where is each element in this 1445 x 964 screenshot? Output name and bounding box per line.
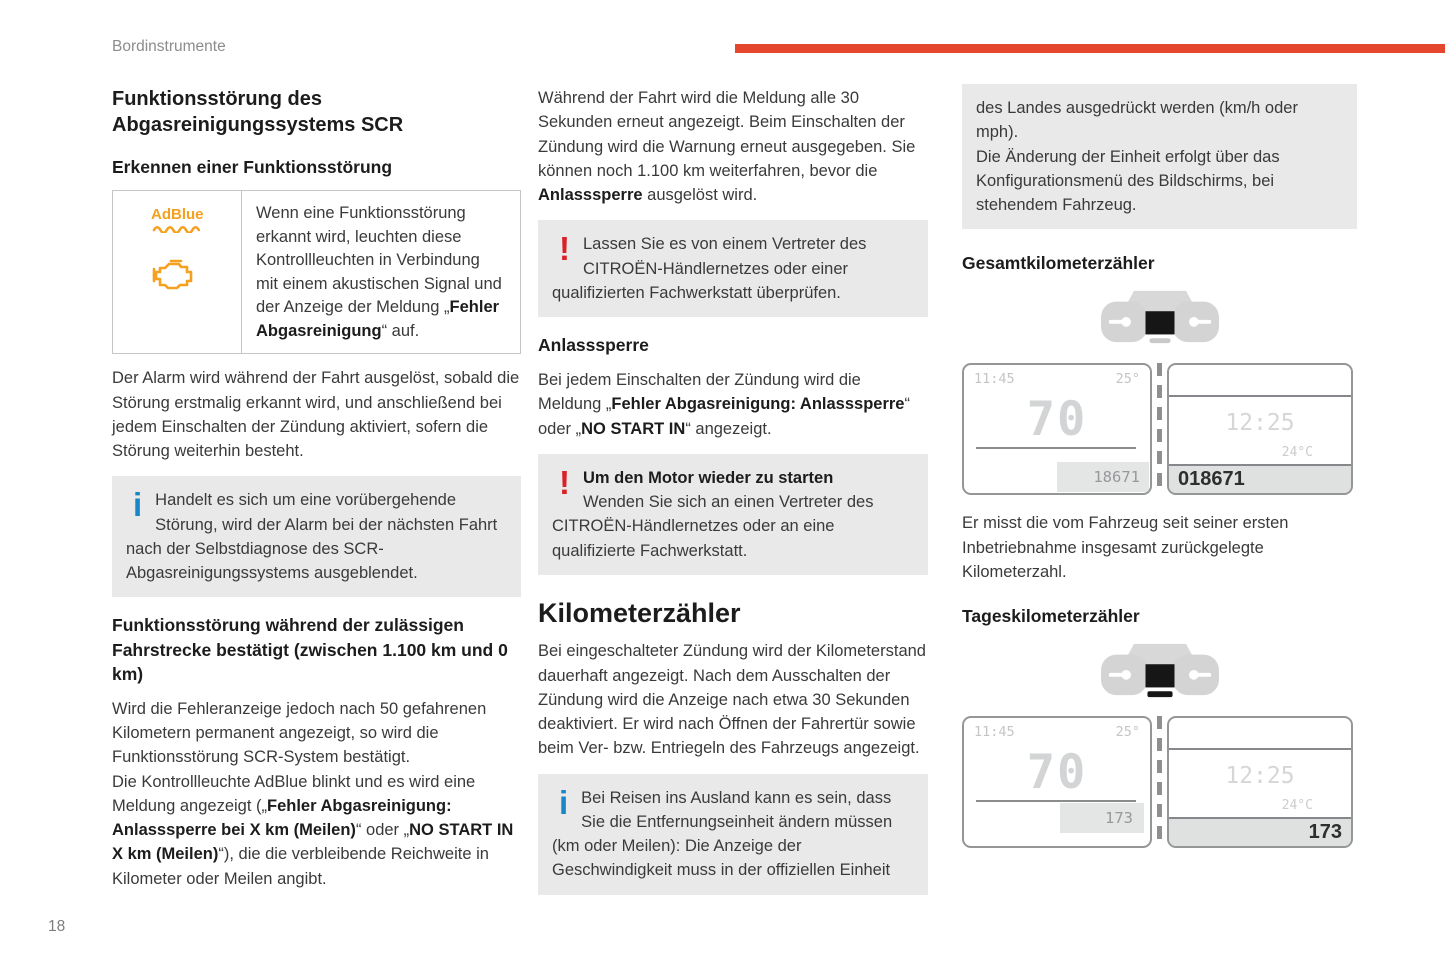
section-accent-bar: [735, 44, 1445, 53]
confirmed-text-bold-2: NO START IN X km (Meilen): [112, 821, 514, 864]
info-box-units: [538, 774, 928, 895]
info-units-cont-2: Die Änderung der Einheit erfolgt über das Konfigurationsmenü des Bildschirms, bei stehendem Fahrzeug.: [976, 147, 1280, 214]
subsection-starter-lock: Anlasssperre: [538, 335, 649, 355]
cluster-screen-left: [962, 363, 1152, 495]
subsection-trip-odometer: Tageskilometerzähler: [962, 606, 1140, 627]
paragraph-alarm: Der Alarm wird während der Fahrt ausgelöst, sobald die Störung erstmalig erkannt wird, und anschließend bei jedem Einschalten der Zündung aktiviert, sofern die Störung weiterhin besteht.: [112, 369, 520, 461]
telltale-callout-text: [242, 191, 520, 354]
section-title-scr: Funktionsstörung des Abgasreinigungssystems SCR: [112, 88, 404, 137]
caution-restart-title: Um den Motor wieder zu starten: [583, 468, 834, 487]
section-title-odometer: Kilometerzähler: [538, 597, 741, 628]
lock-text-e: “ angezeigt.: [685, 419, 772, 438]
screen-top-section: [1169, 718, 1351, 750]
telltale-icons: [113, 191, 242, 354]
paragraph-total-odometer: Er misst die vom Fahrzeug seit seiner ersten Inbetriebnahme insgesamt zurückgelegte Kilometerzahl.: [962, 514, 1289, 581]
warning-text-c: ausgelöst wird.: [642, 186, 758, 204]
lock-text-a: Bei jedem Einschalten der Zündung wird die Meldung „: [538, 371, 861, 414]
screen-time: 11:45: [974, 371, 1015, 388]
lock-text-bold-1: Fehler Abgasreinigung: Anlasssperre: [611, 395, 905, 414]
cluster-screen-right: [1167, 363, 1353, 495]
confirmed-text-bold-1: Fehler Abgasreinigung: Anlasssperre bei X km (Meilen): [112, 796, 452, 840]
screen-cabin-temp: 24°C: [1281, 798, 1313, 814]
confirmed-text-1: Wird die Fehleranzeige jedoch nach 50 gefahrenen Kilometern permanent angezeigt, so wird die Funktionsstörung SCR-System bestätigt.: [112, 699, 487, 767]
caution-box-check-text: Lassen Sie es von einem Vertreter des CITROËN-Händlernetzes oder einer qualifizierten Fachwerkstatt überprüfen.: [552, 235, 867, 302]
callout-text-bold: Fehler Abgasreinigung: [256, 298, 500, 340]
screen-middle-section: [1169, 397, 1351, 464]
callout-text-post: “ auf.: [381, 321, 420, 340]
lock-text-bold-2: NO START IN: [581, 419, 686, 438]
screen-outside-temp: 25°: [1115, 724, 1140, 741]
screen-clock: 12:25: [1225, 410, 1295, 437]
screen-speed: 70: [1026, 392, 1088, 448]
warning-text-a: Während der Fahrt wird die Meldung alle 30 Sekunden erneut angezeigt. Beim Einschalten der Zündung wird die Warnung erneut ausgegeben. Sie können noch 1.100 km weiterfahren, bevor die: [538, 89, 916, 180]
screen-status-row: [974, 723, 1140, 743]
screen-top-section: [1169, 365, 1351, 397]
info-units-cont-1: des Landes ausgedrückt werden (km/h oder mph).: [976, 99, 1298, 142]
screen-middle-section: [1169, 750, 1351, 817]
telltale-callout-box: [112, 190, 521, 355]
column-middle: [538, 86, 928, 908]
caution-box-check: [538, 220, 928, 317]
screen-odometer-band: 018671: [1169, 464, 1351, 493]
adblue-wave-icon: [151, 223, 207, 233]
screen-trip-band: 173: [1169, 817, 1351, 846]
display-panels-total: [962, 363, 1357, 495]
instrument-cluster-icon: [1097, 642, 1223, 700]
screen-outside-temp: 25°: [1115, 371, 1140, 388]
caution-restart-text: Wenden Sie sich an einen Vertreter des CITROËN-Händlernetzes oder an eine qualifizierte Fachwerkstatt.: [552, 493, 874, 560]
screen-clock: 12:25: [1225, 763, 1295, 790]
subsection-total-odometer: Gesamtkilometerzähler: [962, 253, 1155, 274]
warning-text-bold: Anlasssperre: [538, 186, 643, 204]
screen-speed: 70: [1026, 745, 1088, 801]
dashed-separator: [1157, 716, 1162, 848]
screen-cabin-temp: 24°C: [1281, 445, 1313, 461]
screen-time: 11:45: [974, 724, 1015, 741]
callout-text-pre: Wenn eine Funktionsstörung erkannt wird, leuchten diese Kontrollleuchten in Verbindung mit einem akustischen Signal und der Anzeige der Meldung „: [256, 203, 502, 317]
running-header: Bordinstrumente: [112, 38, 226, 55]
warning-icon: !: [559, 230, 570, 268]
info-icon: i: [559, 783, 569, 821]
paragraph-warning-repeat: [538, 86, 928, 207]
subsection-confirmed-malfunction: Funktionsstörung während der zulässigen Fahrstrecke bestätigt (zwischen 1.100 km und 0 km): [112, 615, 508, 684]
confirmed-text-2c: “ oder „: [355, 821, 410, 840]
check-engine-icon: [151, 257, 195, 293]
paragraph-confirmed: [112, 697, 521, 891]
info-box-units-text: Bei Reisen ins Ausland kann es sein, dass Sie die Entfernungseinheit ändern müssen (km oder Meilen): Die Anzeige der Geschwindigkeit muss in der offiziellen Einheit: [552, 788, 893, 880]
info-box-temporary: [112, 476, 521, 597]
subsection-detect-malfunction: Erkennen einer Funktionsstörung: [112, 156, 393, 177]
info-box-temporary-text: Handelt es sich um eine vorübergehende Störung, wird der Alarm bei der nächsten Fahrt nach der Selbstdiagnose des SCR-Abgasreinigungssystems ausgeblendet.: [126, 491, 498, 583]
instrument-cluster-icon: [1097, 289, 1223, 347]
paragraph-starter-lock: [538, 368, 928, 441]
adblue-warning-icon: AdBlue: [151, 205, 204, 223]
cluster-screen-left: [962, 716, 1152, 848]
screen-odometer-value: 18671: [1057, 462, 1149, 493]
info-box-units-continued: [962, 84, 1357, 229]
screen-trip-value: 173: [1060, 803, 1144, 834]
cluster-screen-right: [1167, 716, 1353, 848]
dashed-separator: [1157, 363, 1162, 495]
confirmed-text-2e: “), die die verbleibende Reichweite in Kilometer oder Meilen angibt.: [112, 845, 489, 888]
lock-text-c: “ oder „: [538, 395, 910, 438]
confirmed-text-2a: Die Kontrollleuchte AdBlue blinkt und es wird eine Meldung angezeigt („: [112, 772, 476, 815]
column-left: [112, 86, 521, 900]
info-icon: i: [133, 486, 143, 524]
screen-status-row: [974, 370, 1140, 390]
display-panels-trip: [962, 716, 1357, 848]
column-right: [962, 84, 1357, 848]
caution-box-restart: [538, 454, 928, 575]
warning-icon: !: [559, 463, 570, 501]
page-number: 18: [48, 918, 66, 935]
screen-divider-line: [976, 447, 1136, 449]
paragraph-odometer: Bei eingeschalteter Zündung wird der Kilometerstand dauerhaft angezeigt. Nach dem Ausschalten der Zündung wird die Anzeige nach etwa 30 Sekunden deaktiviert. Er wird nach Öffnen der Fahrertür sowie beim Ver- bzw. Entriegeln des Fahrzeugs angezeigt.: [538, 642, 926, 758]
